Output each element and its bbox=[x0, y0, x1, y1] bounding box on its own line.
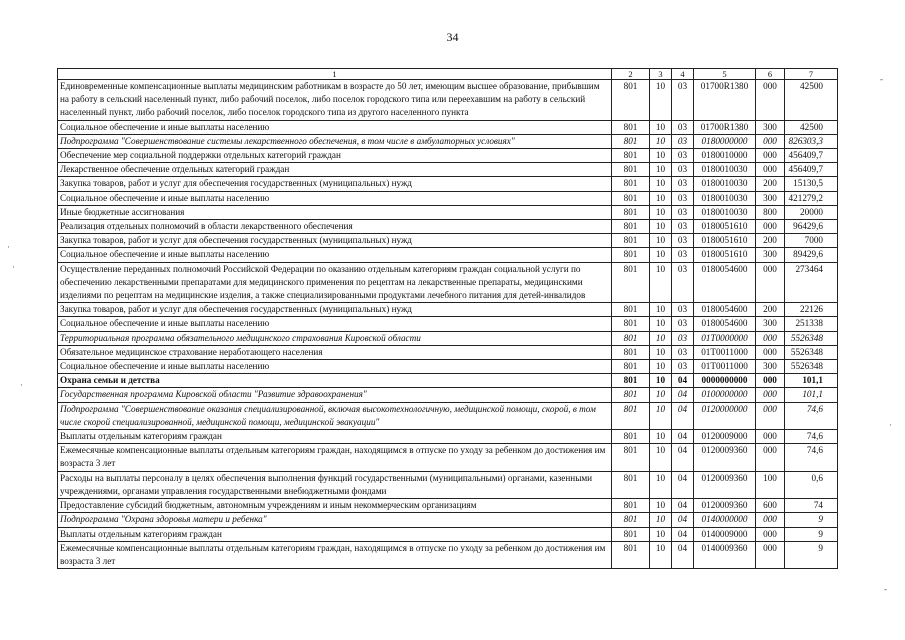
row-expense-type: 200 bbox=[756, 177, 785, 191]
row-target-article: 0180051610 bbox=[694, 248, 756, 262]
row-amount: 9 bbox=[785, 527, 838, 541]
row-ministry-code: 801 bbox=[612, 177, 650, 191]
row-target-article: 0000000000 bbox=[694, 374, 756, 388]
row-section: 10 bbox=[650, 262, 672, 303]
row-subsection: 04 bbox=[672, 541, 694, 568]
budget-table bbox=[57, 68, 838, 569]
row-amount: 421279,2 bbox=[785, 191, 838, 205]
row-amount: 5526348 bbox=[785, 331, 838, 345]
row-target-article: 01700R1380 bbox=[694, 120, 756, 134]
scan-mark: - bbox=[884, 584, 887, 594]
row-subsection: 03 bbox=[672, 317, 694, 331]
row-name: Ежемесячные компенсационные выплаты отдельным категориям граждан, находящимся в отпуске по уходу за ребенком до достижения им возраста 3 лет bbox=[58, 444, 612, 471]
row-expense-type: 000 bbox=[756, 149, 785, 163]
row-amount: 9 bbox=[785, 541, 838, 568]
row-target-article: 0180010030 bbox=[694, 205, 756, 219]
row-target-article: 0140000000 bbox=[694, 513, 756, 527]
table-row bbox=[58, 513, 838, 527]
column-header: 6 bbox=[756, 69, 785, 80]
table-row bbox=[58, 331, 838, 345]
row-section: 10 bbox=[650, 80, 672, 121]
table-row bbox=[58, 499, 838, 513]
row-name: Лекарственное обеспечение отдельных категорий граждан bbox=[58, 163, 612, 177]
row-name: Социальное обеспечение и иные выплаты населению bbox=[58, 120, 612, 134]
row-name: Территориальная программа обязательного медицинского страхования Кировской области bbox=[58, 331, 612, 345]
row-target-article: 0180051610 bbox=[694, 220, 756, 234]
row-amount: 20000 bbox=[785, 205, 838, 219]
row-section: 10 bbox=[650, 331, 672, 345]
row-expense-type: 800 bbox=[756, 205, 785, 219]
row-name: Охрана семьи и детства bbox=[58, 374, 612, 388]
row-target-article: 0180051610 bbox=[694, 234, 756, 248]
row-subsection: 03 bbox=[672, 248, 694, 262]
row-name: Реализация отдельных полномочий в области лекарственного обеспечения bbox=[58, 220, 612, 234]
row-amount: 101,1 bbox=[785, 374, 838, 388]
row-amount: 74 bbox=[785, 499, 838, 513]
row-expense-type: 000 bbox=[756, 388, 785, 402]
table-row bbox=[58, 191, 838, 205]
table-row bbox=[58, 134, 838, 148]
scan-mark: · bbox=[12, 262, 15, 272]
row-target-article: 01T0000000 bbox=[694, 331, 756, 345]
table-row bbox=[58, 471, 838, 498]
row-ministry-code: 801 bbox=[612, 317, 650, 331]
row-ministry-code: 801 bbox=[612, 374, 650, 388]
row-amount: 5526348 bbox=[785, 360, 838, 374]
row-amount: 0,6 bbox=[785, 471, 838, 498]
row-section: 10 bbox=[650, 234, 672, 248]
row-amount: 15130,5 bbox=[785, 177, 838, 191]
row-subsection: 03 bbox=[672, 331, 694, 345]
row-subsection: 03 bbox=[672, 303, 694, 317]
row-name: Закупка товаров, работ и услуг для обеспечения государственных (муниципальных) нужд bbox=[58, 177, 612, 191]
row-expense-type: 300 bbox=[756, 191, 785, 205]
row-target-article: 0140009360 bbox=[694, 541, 756, 568]
row-section: 10 bbox=[650, 220, 672, 234]
table-row bbox=[58, 248, 838, 262]
row-expense-type: 300 bbox=[756, 248, 785, 262]
table-row bbox=[58, 262, 838, 303]
column-header: 1 bbox=[58, 69, 612, 80]
row-amount: 9 bbox=[785, 513, 838, 527]
row-target-article: 0120000000 bbox=[694, 402, 756, 429]
row-subsection: 03 bbox=[672, 163, 694, 177]
row-subsection: 04 bbox=[672, 388, 694, 402]
row-ministry-code: 801 bbox=[612, 499, 650, 513]
scan-mark: · bbox=[7, 242, 10, 252]
row-subsection: 03 bbox=[672, 360, 694, 374]
row-name: Социальное обеспечение и иные выплаты населению bbox=[58, 360, 612, 374]
row-subsection: 04 bbox=[672, 499, 694, 513]
row-amount: 74,6 bbox=[785, 430, 838, 444]
row-ministry-code: 801 bbox=[612, 134, 650, 148]
row-name: Выплаты отдельным категориям граждан bbox=[58, 527, 612, 541]
row-ministry-code: 801 bbox=[612, 80, 650, 121]
row-expense-type: 000 bbox=[756, 402, 785, 429]
row-ministry-code: 801 bbox=[612, 303, 650, 317]
row-expense-type: 100 bbox=[756, 471, 785, 498]
row-subsection: 04 bbox=[672, 374, 694, 388]
row-expense-type: 000 bbox=[756, 513, 785, 527]
row-target-article: 0180054600 bbox=[694, 303, 756, 317]
row-amount: 22126 bbox=[785, 303, 838, 317]
table-row bbox=[58, 374, 838, 388]
table-row bbox=[58, 402, 838, 429]
row-section: 10 bbox=[650, 527, 672, 541]
table-row bbox=[58, 360, 838, 374]
row-ministry-code: 801 bbox=[612, 388, 650, 402]
row-expense-type: 000 bbox=[756, 430, 785, 444]
row-name: Подпрограмма "Совершенствование системы лекарственного обеспечения, в том числе в амбулаторных условиях" bbox=[58, 134, 612, 148]
row-name: Социальное обеспечение и иные выплаты населению bbox=[58, 248, 612, 262]
column-header: 3 bbox=[650, 69, 672, 80]
row-amount: 42500 bbox=[785, 80, 838, 121]
row-ministry-code: 801 bbox=[612, 234, 650, 248]
row-target-article: 0180010030 bbox=[694, 191, 756, 205]
table-row bbox=[58, 345, 838, 359]
row-expense-type: 200 bbox=[756, 303, 785, 317]
row-subsection: 03 bbox=[672, 120, 694, 134]
row-ministry-code: 801 bbox=[612, 149, 650, 163]
table-row bbox=[58, 205, 838, 219]
row-target-article: 0100000000 bbox=[694, 388, 756, 402]
row-section: 10 bbox=[650, 317, 672, 331]
row-target-article: 0180054600 bbox=[694, 317, 756, 331]
row-ministry-code: 801 bbox=[612, 262, 650, 303]
row-subsection: 03 bbox=[672, 220, 694, 234]
row-subsection: 03 bbox=[672, 177, 694, 191]
row-name: Подпрограмма "Охрана здоровья матери и ребенка" bbox=[58, 513, 612, 527]
row-ministry-code: 801 bbox=[612, 248, 650, 262]
row-subsection: 03 bbox=[672, 262, 694, 303]
row-target-article: 0180010030 bbox=[694, 163, 756, 177]
row-subsection: 04 bbox=[672, 444, 694, 471]
row-amount: 96429,6 bbox=[785, 220, 838, 234]
row-amount: 89429,6 bbox=[785, 248, 838, 262]
row-ministry-code: 801 bbox=[612, 191, 650, 205]
row-subsection: 04 bbox=[672, 527, 694, 541]
row-name: Государственная программа Кировской области "Развитие здравоохранения" bbox=[58, 388, 612, 402]
row-expense-type: 000 bbox=[756, 134, 785, 148]
table-row bbox=[58, 430, 838, 444]
row-expense-type: 000 bbox=[756, 444, 785, 471]
row-name: Выплаты отдельным категориям граждан bbox=[58, 430, 612, 444]
row-ministry-code: 801 bbox=[612, 360, 650, 374]
row-amount: 456409,7 bbox=[785, 149, 838, 163]
row-name: Подпрограмма "Совершенствование оказания специализированной, включая высокотехнологичную, медицинской помощи, скорой, в том числе скорой специализированной, медицинской помощи, медицинской эвакуации" bbox=[58, 402, 612, 429]
row-target-article: 01T0011000 bbox=[694, 345, 756, 359]
row-name: Предоставление субсидий бюджетным, автономным учреждениям и иным некоммерческим организациям bbox=[58, 499, 612, 513]
row-amount: 74,6 bbox=[785, 444, 838, 471]
row-subsection: 04 bbox=[672, 471, 694, 498]
table-row bbox=[58, 388, 838, 402]
row-amount: 251338 bbox=[785, 317, 838, 331]
row-ministry-code: 801 bbox=[612, 331, 650, 345]
scan-mark: - bbox=[880, 74, 883, 84]
row-section: 10 bbox=[650, 134, 672, 148]
row-target-article: 0120009360 bbox=[694, 471, 756, 498]
row-amount: 74,6 bbox=[785, 402, 838, 429]
table-row bbox=[58, 80, 838, 121]
row-section: 10 bbox=[650, 205, 672, 219]
table-row bbox=[58, 303, 838, 317]
row-section: 10 bbox=[650, 513, 672, 527]
row-section: 10 bbox=[650, 149, 672, 163]
row-ministry-code: 801 bbox=[612, 471, 650, 498]
row-expense-type: 000 bbox=[756, 541, 785, 568]
row-target-article: 01T0011000 bbox=[694, 360, 756, 374]
row-ministry-code: 801 bbox=[612, 205, 650, 219]
table-row bbox=[58, 220, 838, 234]
row-expense-type: 000 bbox=[756, 80, 785, 121]
table-row bbox=[58, 163, 838, 177]
row-expense-type: 000 bbox=[756, 374, 785, 388]
row-expense-type: 000 bbox=[756, 527, 785, 541]
row-name: Обеспечение мер социальной поддержки отдельных категорий граждан bbox=[58, 149, 612, 163]
row-amount: 101,1 bbox=[785, 388, 838, 402]
row-target-article: 0180000000 bbox=[694, 134, 756, 148]
row-subsection: 03 bbox=[672, 134, 694, 148]
scan-mark: · bbox=[20, 380, 23, 390]
column-header: 5 bbox=[694, 69, 756, 80]
row-name: Иные бюджетные ассигнования bbox=[58, 205, 612, 219]
row-section: 10 bbox=[650, 360, 672, 374]
row-name: Расходы на выплаты персоналу в целях обеспечения выполнения функций государственными (муниципальными) органами, казенными учреждениями, органами управления государственными внебюджетными фондами bbox=[58, 471, 612, 498]
row-expense-type: 000 bbox=[756, 331, 785, 345]
row-ministry-code: 801 bbox=[612, 527, 650, 541]
row-section: 10 bbox=[650, 345, 672, 359]
row-target-article: 0120009360 bbox=[694, 499, 756, 513]
row-ministry-code: 801 bbox=[612, 430, 650, 444]
row-ministry-code: 801 bbox=[612, 345, 650, 359]
row-section: 10 bbox=[650, 120, 672, 134]
table-row bbox=[58, 177, 838, 191]
row-section: 10 bbox=[650, 402, 672, 429]
row-subsection: 04 bbox=[672, 513, 694, 527]
row-expense-type: 200 bbox=[756, 234, 785, 248]
row-subsection: 03 bbox=[672, 205, 694, 219]
row-section: 10 bbox=[650, 163, 672, 177]
row-name: Закупка товаров, работ и услуг для обеспечения государственных (муниципальных) нужд bbox=[58, 303, 612, 317]
row-name: Единовременные компенсационные выплаты медицинским работникам в возрасте до 50 лет, имеющим высшее образование, прибывшим на работу в сельский населенный пункт, либо рабочий поселок, либо поселок городского типа или переехавшим на работу в сельский населенный пункт, либо рабочий поселок, либо поселок городского типа из другого населенного пункта bbox=[58, 80, 612, 121]
row-subsection: 03 bbox=[672, 345, 694, 359]
row-subsection: 03 bbox=[672, 149, 694, 163]
row-ministry-code: 801 bbox=[612, 513, 650, 527]
row-expense-type: 300 bbox=[756, 317, 785, 331]
row-amount: 5526348 bbox=[785, 345, 838, 359]
row-section: 10 bbox=[650, 248, 672, 262]
row-name: Обязательное медицинское страхование неработающего населения bbox=[58, 345, 612, 359]
table-row bbox=[58, 149, 838, 163]
row-name: Социальное обеспечение и иные выплаты населению bbox=[58, 191, 612, 205]
row-section: 10 bbox=[650, 430, 672, 444]
row-ministry-code: 801 bbox=[612, 444, 650, 471]
row-expense-type: 600 bbox=[756, 499, 785, 513]
row-section: 10 bbox=[650, 471, 672, 498]
row-section: 10 bbox=[650, 374, 672, 388]
scan-mark: · bbox=[889, 420, 892, 430]
table-row bbox=[58, 527, 838, 541]
row-ministry-code: 801 bbox=[612, 163, 650, 177]
row-section: 10 bbox=[650, 388, 672, 402]
row-section: 10 bbox=[650, 541, 672, 568]
row-ministry-code: 801 bbox=[612, 541, 650, 568]
row-target-article: 01700R1380 bbox=[694, 80, 756, 121]
table-row bbox=[58, 317, 838, 331]
row-expense-type: 300 bbox=[756, 360, 785, 374]
row-amount: 826303,3 bbox=[785, 134, 838, 148]
row-ministry-code: 801 bbox=[612, 220, 650, 234]
column-header: 7 bbox=[785, 69, 838, 80]
table-row bbox=[58, 541, 838, 568]
row-expense-type: 000 bbox=[756, 220, 785, 234]
row-subsection: 04 bbox=[672, 430, 694, 444]
page-number: 34 bbox=[446, 30, 459, 44]
row-ministry-code: 801 bbox=[612, 402, 650, 429]
column-header: 4 bbox=[672, 69, 694, 80]
row-target-article: 0120009000 bbox=[694, 430, 756, 444]
row-expense-type: 000 bbox=[756, 345, 785, 359]
row-subsection: 03 bbox=[672, 80, 694, 121]
row-target-article: 0180010000 bbox=[694, 149, 756, 163]
row-target-article: 0180010030 bbox=[694, 177, 756, 191]
row-ministry-code: 801 bbox=[612, 120, 650, 134]
row-subsection: 03 bbox=[672, 234, 694, 248]
header-row bbox=[58, 69, 838, 80]
row-section: 10 bbox=[650, 499, 672, 513]
row-target-article: 0140009000 bbox=[694, 527, 756, 541]
row-name: Социальное обеспечение и иные выплаты населению bbox=[58, 317, 612, 331]
row-amount: 7000 bbox=[785, 234, 838, 248]
row-subsection: 04 bbox=[672, 402, 694, 429]
table-row bbox=[58, 444, 838, 471]
row-section: 10 bbox=[650, 191, 672, 205]
row-target-article: 0120009360 bbox=[694, 444, 756, 471]
column-header: 2 bbox=[612, 69, 650, 80]
table-row bbox=[58, 234, 838, 248]
row-section: 10 bbox=[650, 444, 672, 471]
row-name: Ежемесячные компенсационные выплаты отдельным категориям граждан, находящимся в отпуске по уходу за ребенком до достижения им возраста 3 лет bbox=[58, 541, 612, 568]
row-expense-type: 000 bbox=[756, 262, 785, 303]
row-expense-type: 300 bbox=[756, 120, 785, 134]
row-section: 10 bbox=[650, 303, 672, 317]
row-section: 10 bbox=[650, 177, 672, 191]
row-expense-type: 000 bbox=[756, 163, 785, 177]
row-amount: 42500 bbox=[785, 120, 838, 134]
row-name: Осуществление переданных полномочий Российской Федерации по оказанию отдельным категориям граждан социальной услуги по обеспечению лекарственными препаратами для медицинского применения по рецептам на лекарственные препараты, медицинскими изделиями по рецептам на медицинские изделия, а также специализированными продуктами лечебного питания для детей-инвалидов bbox=[58, 262, 612, 303]
table-row bbox=[58, 120, 838, 134]
row-amount: 273464 bbox=[785, 262, 838, 303]
row-subsection: 03 bbox=[672, 191, 694, 205]
row-amount: 456409,7 bbox=[785, 163, 838, 177]
row-target-article: 0180054600 bbox=[694, 262, 756, 303]
row-name: Закупка товаров, работ и услуг для обеспечения государственных (муниципальных) нужд bbox=[58, 234, 612, 248]
